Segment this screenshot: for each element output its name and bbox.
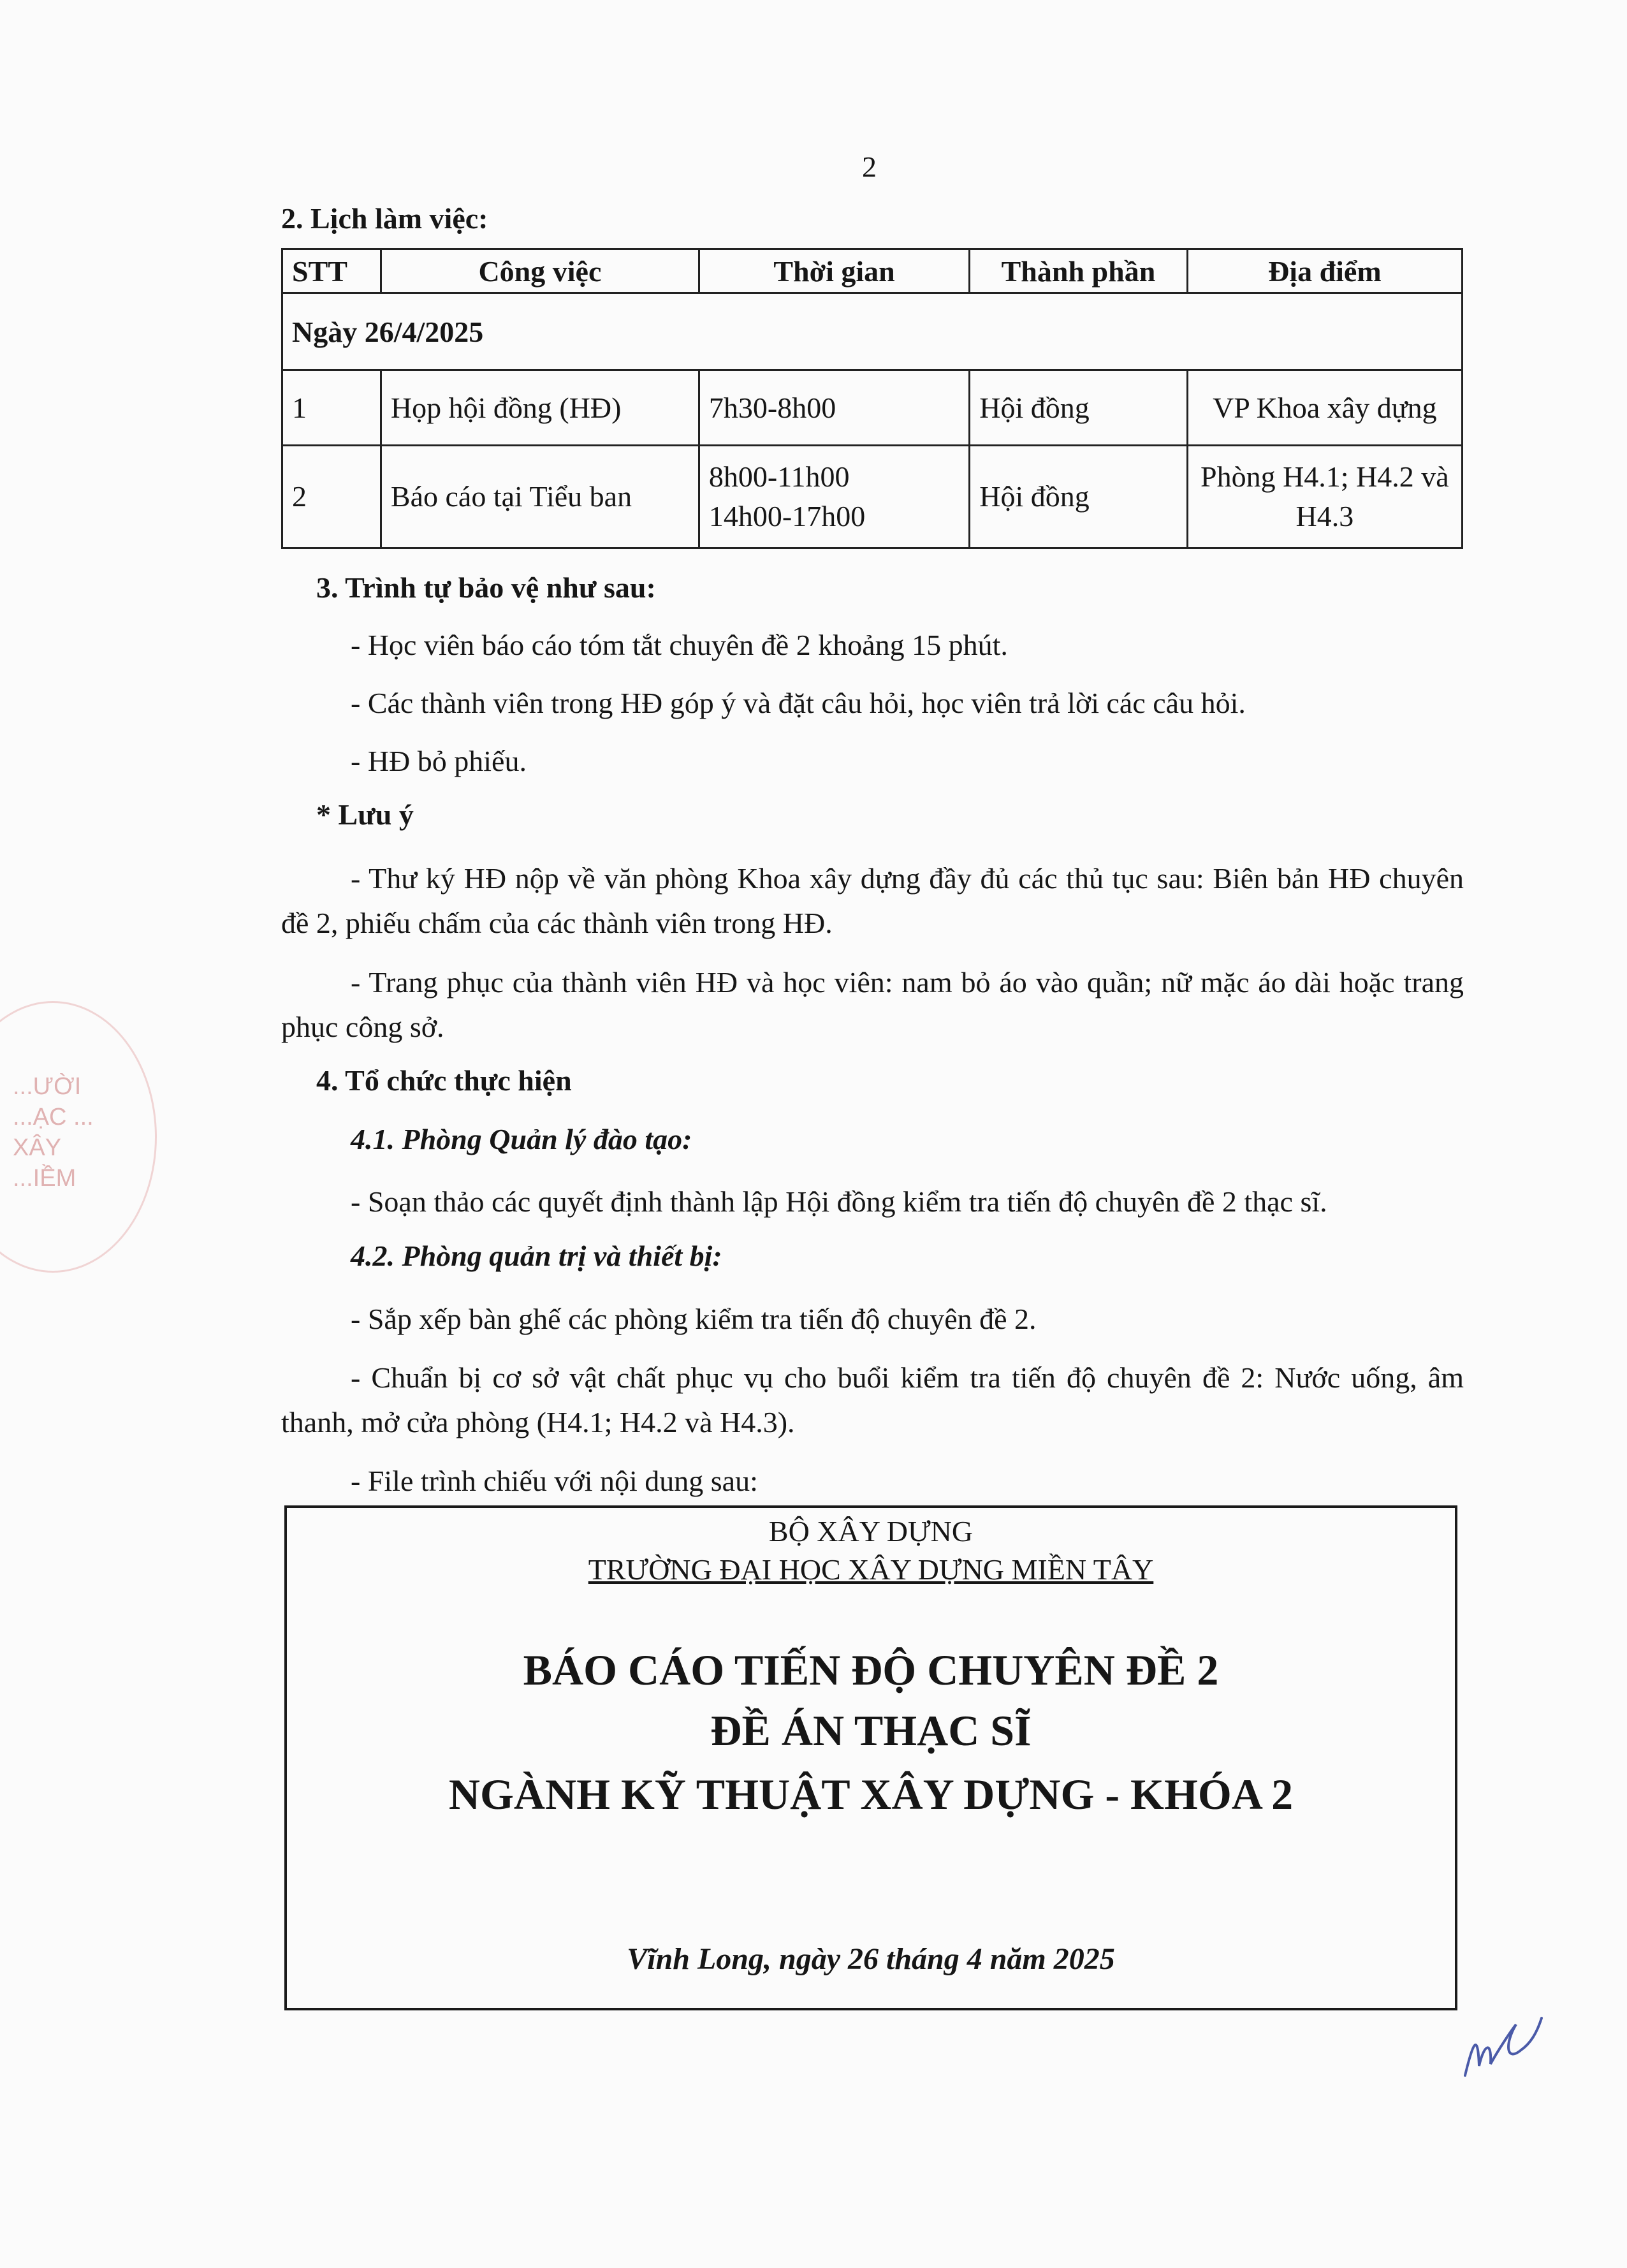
row-place: Phòng H4.1; H4.2 và H4.3: [1187, 446, 1462, 548]
table-row: [282, 370, 1463, 446]
row-task: Báo cáo tại Tiểu ban: [381, 446, 699, 548]
row-time: 7h30-8h00: [699, 370, 969, 446]
table-row: [282, 446, 1463, 548]
signature: [1460, 2005, 1549, 2088]
training-office-item: - Soạn thảo các quyết định thành lập Hội đồng kiểm tra tiến độ chuyên đề 2 thạc sĩ.: [351, 1185, 1327, 1218]
column-header-place: Địa điểm: [1187, 249, 1462, 293]
column-header-time: Thời gian: [699, 249, 969, 293]
slide-title-line: BÁO CÁO TIẾN ĐỘ CHUYÊN ĐỀ 2: [523, 1646, 1219, 1694]
row-stt: 1: [282, 370, 381, 446]
row-members: Hội đồng: [970, 446, 1188, 548]
table-date-row: [282, 293, 1463, 370]
admin-office-item: - Sắp xếp bàn ghế các phòng kiểm tra tiến độ chuyên đề 2.: [351, 1303, 1037, 1335]
procedure-heading: 3. Trình tự bảo vệ như sau:: [316, 571, 656, 604]
row-members: Hội đồng: [970, 370, 1188, 446]
procedure-item: - HĐ bỏ phiếu.: [351, 745, 527, 777]
procedure-item: - Học viên báo cáo tóm tắt chuyên đề 2 khoảng 15 phút.: [351, 629, 1008, 661]
note-item: - Thư ký HĐ nộp về văn phòng Khoa xây dựng đầy đủ các thủ tục sau: Biên bản HĐ chuyên đề 2, phiếu chấm của các thành viên trong HĐ.: [281, 862, 1464, 939]
procedure-item: - Các thành viên trong HĐ góp ý và đặt câu hỏi, học viên trả lời các câu hỏi.: [351, 687, 1246, 719]
implementation-heading: 4. Tổ chức thực hiện: [316, 1064, 572, 1097]
row-time-morning: 8h00-11h00: [708, 460, 850, 493]
admin-office-item: - Chuẩn bị cơ sở vật chất phục vụ cho buổi kiểm tra tiến độ chuyên đề 2: Nước uống, âm thanh, mở cửa phòng (H4.1; H4.2 và H4.3).: [281, 1361, 1464, 1438]
presentation-slide-box: [284, 1505, 1457, 2010]
column-header-task: Công việc: [381, 249, 699, 293]
row-time-cell: [699, 446, 969, 548]
note-heading: * Lưu ý: [316, 798, 414, 831]
table-header-row: [282, 249, 1463, 293]
slide-ministry: BỘ XÂY DỰNG: [768, 1515, 974, 1547]
stamp-text: ...ƯỜI ...ẠC ... XÂY ...IỀM: [13, 1073, 94, 1192]
admin-office-heading: 4.2. Phòng quản trị và thiết bị:: [351, 1240, 722, 1272]
date-label: Ngày 26/4/2025: [282, 293, 1463, 370]
schedule-heading: 2. Lịch làm việc:: [281, 202, 488, 235]
schedule-table: [281, 248, 1463, 549]
row-time-afternoon: 14h00-17h00: [708, 500, 866, 532]
slide-title-line: ĐỀ ÁN THẠC SĨ: [710, 1706, 1032, 1755]
slide-title-line: NGÀNH KỸ THUẬT XÂY DỰNG - KHÓA 2: [448, 1770, 1294, 1818]
training-office-heading: 4.1. Phòng Quản lý đào tạo:: [351, 1123, 692, 1155]
page-number: 2: [862, 150, 877, 183]
row-place: VP Khoa xây dựng: [1187, 370, 1462, 446]
column-header-stt: STT: [282, 249, 381, 293]
slide-school-name: TRƯỜNG ĐẠI HỌC XÂY DỰNG MIỀN TÂY: [588, 1553, 1154, 1586]
row-stt: 2: [282, 446, 381, 548]
note-item: - Trang phục của thành viên HĐ và học viên: nam bỏ áo vào quần; nữ mặc áo dài hoặc trang phục công sở.: [281, 966, 1464, 1043]
column-header-members: Thành phần: [970, 249, 1188, 293]
slide-school: [287, 1553, 1455, 1586]
row-task: Họp hội đồng (HĐ): [381, 370, 699, 446]
slide-place-date: Vĩnh Long, ngày 26 tháng 4 năm 2025: [627, 1942, 1115, 1976]
admin-office-item: - File trình chiếu với nội dung sau:: [351, 1465, 758, 1497]
